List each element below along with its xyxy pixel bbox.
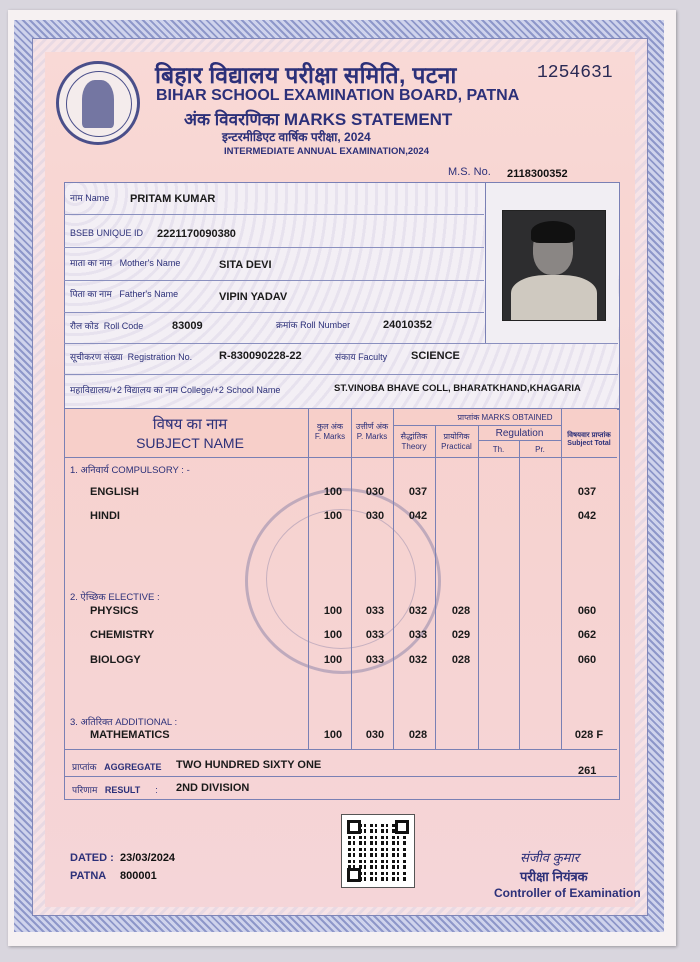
exam-title-english: INTERMEDIATE ANNUAL EXAMINATION,2024 bbox=[224, 146, 429, 157]
row-divider bbox=[65, 457, 617, 458]
mother-name: SITA DEVI bbox=[219, 259, 272, 271]
pass-marks: 030 bbox=[365, 510, 385, 522]
col-divider bbox=[561, 409, 562, 749]
col-divider bbox=[351, 409, 352, 749]
ms-no-label: M.S. No. bbox=[448, 166, 491, 178]
pin-value: 800001 bbox=[120, 870, 157, 882]
row-divider bbox=[65, 749, 617, 750]
full-marks: 100 bbox=[323, 654, 343, 666]
subject-header-english: SUBJECT NAME bbox=[136, 435, 244, 451]
col-divider bbox=[519, 441, 520, 749]
row-divider bbox=[393, 425, 561, 426]
theory-marks: 032 bbox=[408, 654, 428, 666]
registration-value: R-830090228-22 bbox=[219, 350, 302, 362]
full-marks: 100 bbox=[323, 729, 343, 741]
compulsory-section-label: 1. अनिवार्य COMPULSORY : - bbox=[70, 465, 190, 476]
result-value: 2ND DIVISION bbox=[176, 782, 250, 794]
elective-section-label: 2. ऐच्छिक ELECTIVE : bbox=[70, 592, 160, 603]
serial-number: 1254631 bbox=[537, 63, 613, 83]
full-marks: 100 bbox=[323, 629, 343, 641]
aggregate-words: TWO HUNDRED SIXTY ONE bbox=[176, 759, 322, 771]
college-label: महाविद्यालय/+2 विद्यालय का नाम College/+2 School Name bbox=[70, 385, 281, 395]
divider bbox=[64, 374, 618, 375]
divider bbox=[64, 312, 484, 313]
marks-obtained-header: प्राप्तांक MARKS OBTAINED bbox=[457, 413, 553, 422]
subject-name: MATHEMATICS bbox=[90, 729, 170, 741]
subject-total-header: विषयवार प्राप्तांक Subject Total bbox=[567, 432, 611, 447]
theory-marks: 032 bbox=[408, 605, 428, 617]
row-divider bbox=[65, 776, 617, 777]
board-emblem-icon bbox=[56, 61, 140, 145]
subject-total: 062 bbox=[577, 629, 597, 641]
aggregate-value: 261 bbox=[578, 765, 597, 777]
pass-marks: 030 bbox=[365, 486, 385, 498]
divider bbox=[64, 280, 484, 281]
mother-label: माता का नाम Mother's Name bbox=[70, 258, 181, 268]
divider bbox=[64, 247, 484, 248]
name-label: नाम Name bbox=[70, 193, 110, 203]
dated-value: 23/03/2024 bbox=[120, 852, 176, 864]
subject-name: HINDI bbox=[90, 510, 120, 522]
pass-marks-header: उत्तीर्ण अंक P. Marks bbox=[355, 422, 389, 441]
roll-code-value: 83009 bbox=[172, 320, 203, 332]
controller-title-english: Controller of Examination bbox=[494, 886, 641, 900]
ms-no-value: 2118300352 bbox=[507, 168, 568, 180]
subject-name: PHYSICS bbox=[90, 605, 139, 617]
pass-marks: 033 bbox=[365, 605, 385, 617]
practical-marks: 028 bbox=[451, 654, 471, 666]
board-title-hindi: बिहार विद्यालय परीक्षा समिति, पटना bbox=[155, 62, 457, 88]
row-divider bbox=[478, 440, 561, 441]
subject-total: 037 bbox=[577, 486, 597, 498]
divider bbox=[64, 214, 484, 215]
pass-marks: 033 bbox=[365, 629, 385, 641]
student-photo bbox=[502, 210, 606, 321]
full-marks: 100 bbox=[323, 486, 343, 498]
subject-header-hindi: विषय का नाम bbox=[152, 416, 228, 433]
college-value: ST.VINOBA BHAVE COLL, BHARATKHAND,KHAGARIA bbox=[334, 383, 581, 394]
regulation-header: Regulation bbox=[495, 428, 544, 439]
col-divider bbox=[393, 409, 394, 749]
roll-no-label: क्रमांक Roll Number bbox=[276, 320, 351, 330]
theory-marks: 037 bbox=[408, 486, 428, 498]
theory-header: सैद्धांतिक Theory bbox=[400, 432, 428, 451]
subject-total: 042 bbox=[577, 510, 597, 522]
qr-code bbox=[341, 814, 415, 888]
student-name: PRITAM KUMAR bbox=[130, 193, 216, 205]
regulation-th-header: Th. bbox=[492, 445, 505, 454]
col-divider bbox=[308, 409, 309, 749]
uid-value: 2221170090380 bbox=[157, 228, 236, 240]
additional-section-label: 3. अतिरिक्त ADDITIONAL : bbox=[70, 717, 178, 728]
place-label: PATNA bbox=[70, 870, 107, 882]
board-title-english: BIHAR SCHOOL EXAMINATION BOARD, PATNA bbox=[156, 87, 520, 104]
statement-title: अंक विवरणिका MARKS STATEMENT bbox=[184, 110, 453, 129]
exam-title-hindi: इन्टरमीडिएट वार्षिक परीक्षा, 2024 bbox=[222, 130, 371, 144]
practical-header: प्रायोगिक Practical bbox=[441, 432, 472, 451]
dated-label: DATED : bbox=[70, 852, 114, 864]
subject-total: 028 F bbox=[574, 729, 604, 741]
regulation-pr-header: Pr. bbox=[535, 445, 545, 454]
registration-label: सूचीकरण संख्या Registration No. bbox=[70, 352, 193, 362]
subject-total: 060 bbox=[577, 654, 597, 666]
roll-code-label: रौल कोड Roll Code bbox=[70, 321, 144, 331]
pass-marks: 033 bbox=[365, 654, 385, 666]
subject-total: 060 bbox=[577, 605, 597, 617]
controller-title-hindi: परीक्षा नियंत्रक bbox=[520, 869, 588, 884]
uid-label: BSEB UNIQUE ID bbox=[70, 228, 144, 238]
pass-marks: 030 bbox=[365, 729, 385, 741]
subject-name: BIOLOGY bbox=[90, 654, 141, 666]
aggregate-label: प्राप्तांक AGGREGATE bbox=[72, 762, 162, 772]
roll-no-value: 24010352 bbox=[383, 319, 432, 331]
full-marks-header: कुल अंक F. Marks bbox=[314, 422, 346, 441]
theory-marks: 033 bbox=[408, 629, 428, 641]
faculty-label: संकाय Faculty bbox=[335, 352, 388, 362]
divider bbox=[64, 343, 618, 344]
father-label: पिता का नाम Father's Name bbox=[70, 289, 179, 299]
theory-marks: 042 bbox=[408, 510, 428, 522]
subject-name: ENGLISH bbox=[90, 486, 139, 498]
col-divider bbox=[478, 426, 479, 749]
subject-name: CHEMISTRY bbox=[90, 629, 155, 641]
controller-signature: संजीव कुमार bbox=[520, 850, 580, 865]
theory-marks: 028 bbox=[408, 729, 428, 741]
practical-marks: 029 bbox=[451, 629, 471, 641]
full-marks: 100 bbox=[323, 510, 343, 522]
full-marks: 100 bbox=[323, 605, 343, 617]
faculty-value: SCIENCE bbox=[411, 350, 460, 362]
result-label: परिणाम RESULT : bbox=[72, 785, 158, 795]
practical-marks: 028 bbox=[451, 605, 471, 617]
col-divider bbox=[435, 426, 436, 749]
father-name: VIPIN YADAV bbox=[219, 291, 288, 303]
